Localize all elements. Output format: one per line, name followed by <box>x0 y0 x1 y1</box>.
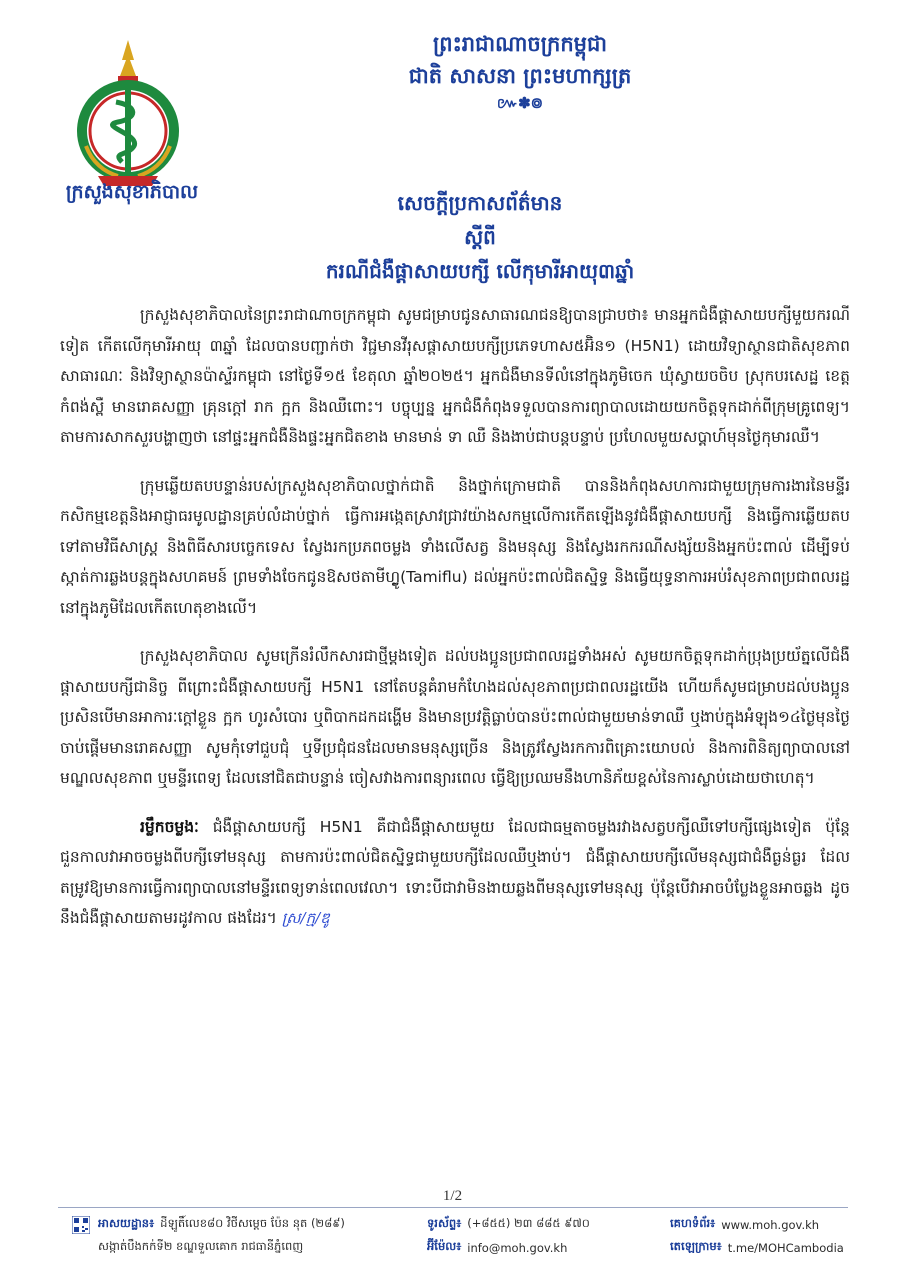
paragraph-2: ក្រុមឆ្លើយតបបន្ទាន់របស់ក្រសួងសុខាភិបាលថ្នាក់ជាតិ និងថ្នាក់ក្រោមជាតិ បាននិងកំពុងសហការជាមួយក្រុមការងារនៃមន្ទីរកសិកម្មខេត្តនិងអាជ្ញាធរមូលដ្ឋានគ្រប់លំដាប់ថ្នាក់ ធ្វើការអង្កេតស្រាវជ្រាវយ៉ាងសកម្មលើការកើតឡើងនូវជំងឺផ្តាសាយបក្សី និងធ្វើការឆ្លើយតបទៅតាមវិធីសាស្ត្រ និងពិធីសារបច្ចេកទេស ស្វែងរកប្រភពចម្លង ទាំងលើសត្វ និងមនុស្ស និងស្វែងរកករណីសង្ស័យនិងអ្នកប៉ះពាល់ ដើម្បីទប់ស្កាត់ការឆ្លងបន្តក្នុងសហគមន៍ ព្រមទាំងចែកជូនឱសថតាមីហ្វ្លូ(Tamiflu) ដល់អ្នកប៉ះពាល់ជិតស្និទ្ធ និងធ្វើយុទ្ធនាការអប់រំសុខភាពប្រជាពលរដ្ឋនៅក្នុងភូមិដែលកើតហេតុខាងលើ។ <box>60 476 850 617</box>
address-line-2: សង្កាត់បឹងកក់ទី២ ខណ្ឌទួលគោក រាជធានីភ្នំពេញ <box>98 1239 304 1253</box>
website-link[interactable]: www.moh.gov.kh <box>721 1217 820 1232</box>
address-label: អាសយដ្ឋាន៖ <box>98 1216 155 1230</box>
reminder-label: រម្លឹកចម្លងៈ <box>140 817 199 836</box>
kingdom-motto <box>300 28 740 114</box>
title-line-3: ករណីជំងឺផ្តាសាយបក្សី លើកុមារីអាយុ៣ឆ្នាំ <box>325 259 635 283</box>
ministry-name: ក្រសួងសុខាភិបាល <box>65 181 199 203</box>
press-release-body <box>60 300 850 934</box>
phone-value: (+៨៥៥) ២៣ ៨៨៥ ៩៧០ <box>467 1216 590 1230</box>
qr-code-icon <box>72 1216 90 1234</box>
footer-web <box>670 1213 852 1259</box>
paragraph-1: ក្រសួងសុខាភិបាលនៃព្រះរាជាណាចក្រកម្ពុជា សូមជម្រាបជូនសាធារណជនឱ្យបានជ្រាបថា៖ មានអ្នកជំងឺផ្តាសាយបក្សីមួយករណីទៀត កើតលើកុមារីអាយុ ៣ឆ្នាំ ដែលបានបញ្ជាក់ថា វិជ្ជមានវីរុសផ្តាសាយបក្សីប្រភេទហាស៥អ៊ិន១ (H5N1) ដោយវិទ្យាស្ថានជាតិសុខភាពសាធារណៈ និងវិទ្យាស្ថានប៉ាស្ទ័រកម្ពុជា នៅថ្ងៃទី១៥ ខែតុលា ឆ្នាំ២០២៥។ អ្នកជំងឺមានទីលំនៅក្នុងភូមិចេក ឃុំស្វាយចចិប ស្រុកបរសេដ្ឋ ខេត្តកំពង់ស្ពឺ មានរោគសញ្ញា គ្រុនក្តៅ រាក ក្អក និងឈឺពោះ។ បច្ចុប្បន្ន អ្នកជំងឺកំពុងទទួលបានការព្យាបាលដោយយកចិត្តទុកដាក់ពីក្រុមគ្រូពេទ្យ។ តាមការសាកសួរបង្ហាញថា នៅផ្ទះអ្នកជំងឺនិងផ្ទះអ្នកជិតខាង មានមាន់ ទា ឈឺ និងងាប់ជាបន្តបន្ទាប់ ប្រហែលមួយសប្តាហ៍មុនថ្ងៃកុមារឈឺ។ <box>60 306 850 446</box>
email-link[interactable]: info@moh.gov.kh <box>467 1240 568 1255</box>
title-line-1: សេចក្តីប្រកាសព័ត៌មាន <box>397 191 563 215</box>
title-line-2: ស្តីពី <box>464 225 496 249</box>
footer-address <box>72 1213 402 1259</box>
address-value: ដីឡូតិ៍លេខ៨០ វិថីសម្តេច ប៉ែន នុត (២៨៩) <box>160 1216 345 1230</box>
email-label: អ៊ីម៉ែល៖ <box>427 1239 462 1253</box>
ornament: ៚✽៙ <box>496 94 544 112</box>
paragraph-4-text: ជំងឺផ្តាសាយបក្សី H5N1 គឺជាជំងឺផ្តាសាយមួយ ដែលជាធម្មតាចម្លងរវាងសត្វបក្សីឈឺទៅបក្សីផ្សេងទៀត ប៉ុន្តែជួនកាលវាអាចចម្លងពីបក្សីទៅមនុស្ស តាមការប៉ះពាល់ជិតស្និទ្ធជាមួយបក្សីដែលឈឺឬងាប់។ ជំងឺផ្តាសាយបក្សីលើមនុស្សជាជំងឺធ្ងន់ធ្ងរ ដែលតម្រូវឱ្យមានការធ្វើការព្យាបាលនៅមន្ទីរពេទ្យទាន់ពេលវេលា។ ទោះបីជាវាមិនងាយឆ្លងពីមនុស្សទៅមនុស្ស ប៉ុន្តែបើវាអាចបំប្លែងខ្លួនអាចឆ្លង ដូចនឹងជំងឺផ្តាសាយតាមរដូវកាល ផងដែរ។ <box>60 817 850 927</box>
initials: ស្រ/ក្ម/ឌូ <box>281 909 330 927</box>
national-motto: ជាតិ សាសនា ព្រះមហាក្សត្រ <box>408 63 632 88</box>
kingdom-name: ព្រះរាជាណាចក្រកម្ពុជា <box>432 31 607 56</box>
paragraph-4 <box>60 812 850 934</box>
telegram-link[interactable]: t.me/MOHCambodia <box>727 1240 844 1255</box>
page-number: 1/2 <box>442 1188 463 1204</box>
telegram-label: តេឡេក្រាម៖ <box>670 1239 722 1253</box>
footer-divider <box>58 1207 848 1208</box>
website-label: គេហទំព័រ៖ <box>670 1216 716 1230</box>
press-release-titles <box>200 186 760 288</box>
footer-contact <box>427 1213 657 1259</box>
phone-label: ទូរស័ព្ទ៖ <box>427 1216 462 1230</box>
footer <box>72 1213 852 1259</box>
paragraph-3: ក្រសួងសុខាភិបាល សូមក្រើនរំលឹកសារជាថ្មីម្តងទៀត ដល់បងប្អូនប្រជាពលរដ្ឋទាំងអស់ សូមយកចិត្តទុកដាក់ប្រុងប្រយ័ត្នលើជំងឺផ្តាសាយបក្សីជានិច្ច ពីព្រោះជំងឺផ្តាសាយបក្សី H5N1 នៅតែបន្តគំរាមកំហែងដល់សុខភាពប្រជាពលរដ្ឋយើង ហើយក៏សូមជម្រាបដល់បងប្អូន ប្រសិនបើមានអាការៈក្តៅខ្លួន ក្អក ហូរសំបោរ ឬពិបាកដកដង្ហើម និងមានប្រវត្តិធ្លាប់បានប៉ះពាល់ជាមួយមាន់ទាឈឺ ឬងាប់ក្នុងអំឡុង១៤ថ្ងៃមុនថ្ងៃចាប់ផ្តើមមានរោគសញ្ញា សូមកុំទៅជួបជុំ ឬទីប្រជុំជនដែលមានមនុស្សច្រើន និងត្រូវស្វែងរកការពិគ្រោះយោបល់ និងការពិនិត្យព្យាបាលនៅមណ្ឌលសុខភាព ឬមន្ទីរពេទ្យ ដែលនៅជិតជាបន្ទាន់ ចៀសវាងការពន្យារពេល ធ្វើឱ្យប្រឈមនឹងហានិភ័យខ្ពស់នៃការស្លាប់ដោយថាហេតុ។ <box>60 647 850 787</box>
